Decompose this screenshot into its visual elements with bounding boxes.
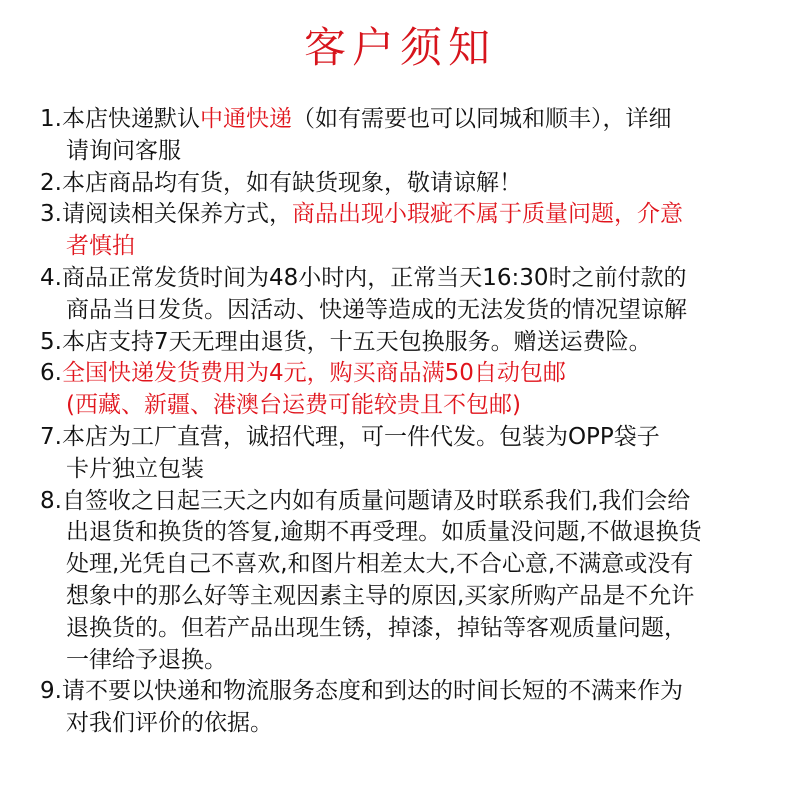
- line-text: 5.本店支持7天无理由退货，十五天包换服务。赠送运费险。: [40, 328, 652, 355]
- page-title: 客户须知: [303, 23, 496, 72]
- line-text: （如有需要也可以同城和顺丰），详细: [291, 106, 672, 132]
- notice-line: [40, 549, 770, 581]
- line-text: 卡片独立包装: [66, 455, 204, 482]
- notice-item-3: [40, 199, 770, 263]
- notice-line: [40, 422, 770, 454]
- line-text: 3.请阅读相关保养方式，: [40, 201, 292, 228]
- line-text: 对我们评价的依据。: [66, 710, 273, 737]
- line-text: 出退货和换货的答复,逾期不再受理。如质量没问题,不做退换货: [66, 519, 702, 546]
- notice-line: [40, 613, 770, 645]
- line-text: 8.自签收之日起三天之内如有质量问题请及时联系我们,我们会给: [40, 487, 691, 514]
- highlight-text: 商品出现小瑕疵不属于质量问题，介意: [291, 201, 683, 228]
- line-text: 处理,光凭自己不喜欢,和图片相差太大,不合心意,不满意或没有: [66, 551, 694, 578]
- notice-line: [40, 295, 770, 327]
- line-text: 一律给予退换。: [66, 646, 227, 673]
- notice-line: [40, 390, 770, 422]
- notice-line: [40, 517, 770, 549]
- notice-line: [40, 645, 770, 677]
- notice-line: [40, 199, 770, 231]
- notice-item-6: [40, 358, 770, 422]
- line-text: 请询问客服: [66, 137, 181, 164]
- highlight-text: 者慎拍: [66, 233, 135, 260]
- notice-item-9: [40, 676, 770, 740]
- line-text: 4.商品正常发货时间为48小时内，正常当天16:30时之前付款的: [40, 264, 687, 291]
- notice-line: [40, 581, 770, 613]
- notice-item-7: [40, 422, 770, 486]
- line-text: 1.本店快递默认: [40, 106, 200, 132]
- highlight-text: 中通快递: [199, 106, 292, 132]
- notice-list: [40, 104, 770, 740]
- line-text: 7.本店为工厂直营，诚招代理，可一件代发。包装为OPP袋子: [40, 423, 660, 450]
- notice-line: [40, 263, 770, 295]
- notice-item-4: [40, 263, 770, 327]
- notice-line: [40, 358, 770, 390]
- notice-item-2: [40, 168, 770, 200]
- notice-line: [40, 136, 770, 168]
- line-text: 退换货的。但若产品出现生锈，掉漆，掉钻等客观质量问题，: [66, 614, 687, 641]
- notice-line: [40, 231, 770, 263]
- line-text: 2.本店商品均有货，如有缺货现象，敬请谅解！: [40, 169, 522, 196]
- notice-item-5: [40, 327, 770, 359]
- highlight-text: (西藏、新疆、港澳台运费可能较贵且不包邮): [66, 392, 521, 419]
- line-text: 商品当日发货。因活动、快递等造成的无法发货的情况望谅解: [66, 296, 687, 323]
- highlight-text: 全国快递发货费用为4元，购买商品满50自动包邮: [61, 360, 566, 387]
- notice-line: [40, 104, 770, 136]
- line-text: 6.: [40, 360, 62, 387]
- notice-line: [40, 327, 770, 359]
- notice-line: [40, 486, 770, 518]
- notice-item-1: [40, 104, 770, 168]
- notice-line: [40, 708, 770, 740]
- notice-item-8: [40, 486, 770, 677]
- notice-line: [40, 676, 770, 708]
- notice-line: [40, 454, 770, 486]
- line-text: 想象中的那么好等主观因素主导的原因,买家所购产品是不允许: [66, 582, 695, 609]
- notice-line: [40, 168, 770, 200]
- line-text: 9.请不要以快递和物流服务态度和到达的时间长短的不满来作为: [40, 678, 683, 705]
